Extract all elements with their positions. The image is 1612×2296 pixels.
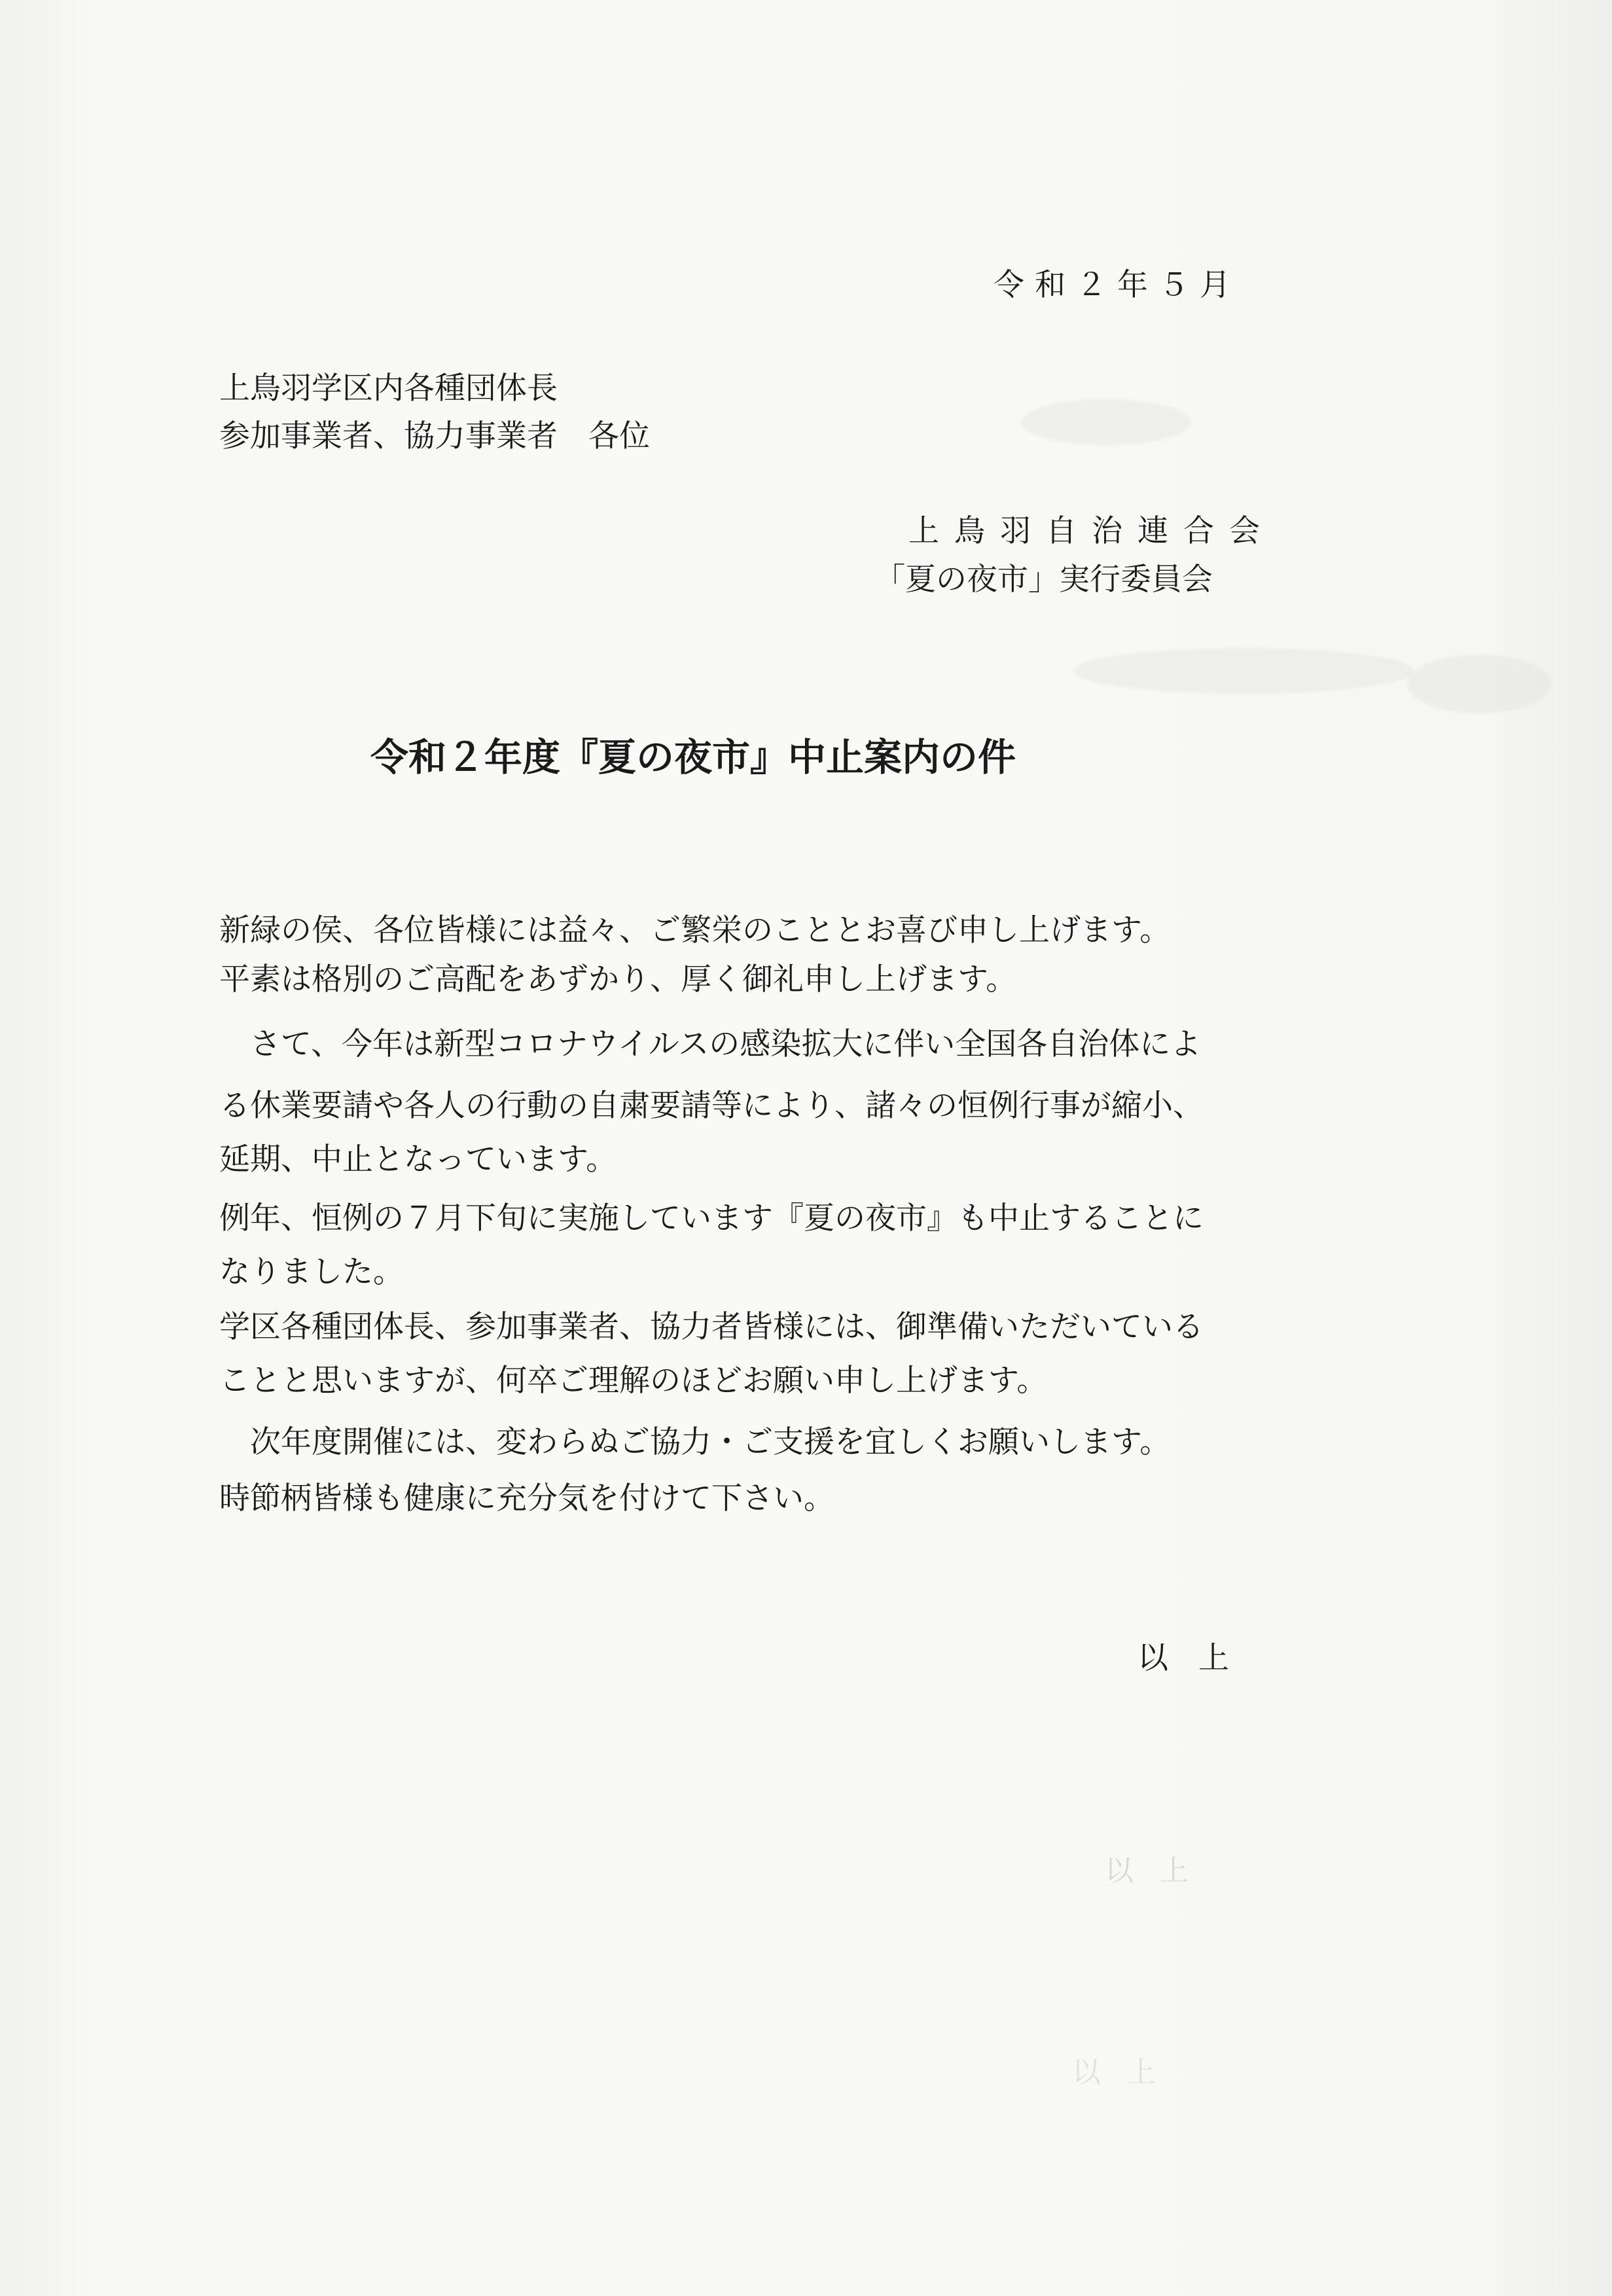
document-date: 令和２年５月 (994, 267, 1241, 303)
paper-smudge (1021, 399, 1191, 445)
sender-organization: 上鳥羽自治連合会 (908, 513, 1275, 549)
ghost-closing-bleedthrough: 以上 (1072, 2056, 1182, 2089)
paper-smudge (1407, 655, 1551, 713)
body-line: 学区各種団体長、参加事業者、協力者皆様には、御準備いただいている (219, 1309, 1204, 1345)
body-line: さて、今年は新型コロナウイルスの感染拡大に伴い全国各自治体によ (219, 1026, 1202, 1062)
ghost-closing-bleedthrough: 以上 (1105, 1854, 1215, 1888)
document-title: 令和２年度『夏の夜市』中止案内の件 (370, 735, 1016, 780)
body-line: 例年、恒例の７月下旬に実施しています『夏の夜市』も中止することに (219, 1200, 1204, 1236)
addressee-line-2: 参加事業者、協力事業者 各位 (219, 418, 650, 454)
sender-committee: 「夏の夜市」実行委員会 (874, 562, 1213, 598)
paper-smudge (1073, 648, 1414, 694)
body-line: 平素は格別のご高配をあずかり、厚く御礼申し上げます。 (219, 961, 1017, 997)
body-line: ことと思いますが、何卒ご理解のほどお願い申し上げます。 (219, 1363, 1048, 1399)
body-line: 次年度開催には、変わらぬご協力・ご支援を宜しくお願いします。 (219, 1424, 1171, 1460)
body-line: 延期、中止となっています。 (219, 1141, 617, 1177)
closing-mark: 以上 (1137, 1640, 1259, 1676)
addressee-line-1: 上鳥羽学区内各種団体長 (219, 370, 558, 406)
body-line: なりました。 (219, 1254, 404, 1290)
body-line: る休業要請や各人の行動の自粛要請等により、諸々の恒例行事が縮小、 (219, 1088, 1204, 1124)
body-line: 時節柄皆様も健康に充分気を付けて下さい。 (219, 1480, 834, 1516)
body-line: 新緑の侯、各位皆様には益々、ご繁栄のこととお喜び申し上げます。 (219, 912, 1171, 948)
